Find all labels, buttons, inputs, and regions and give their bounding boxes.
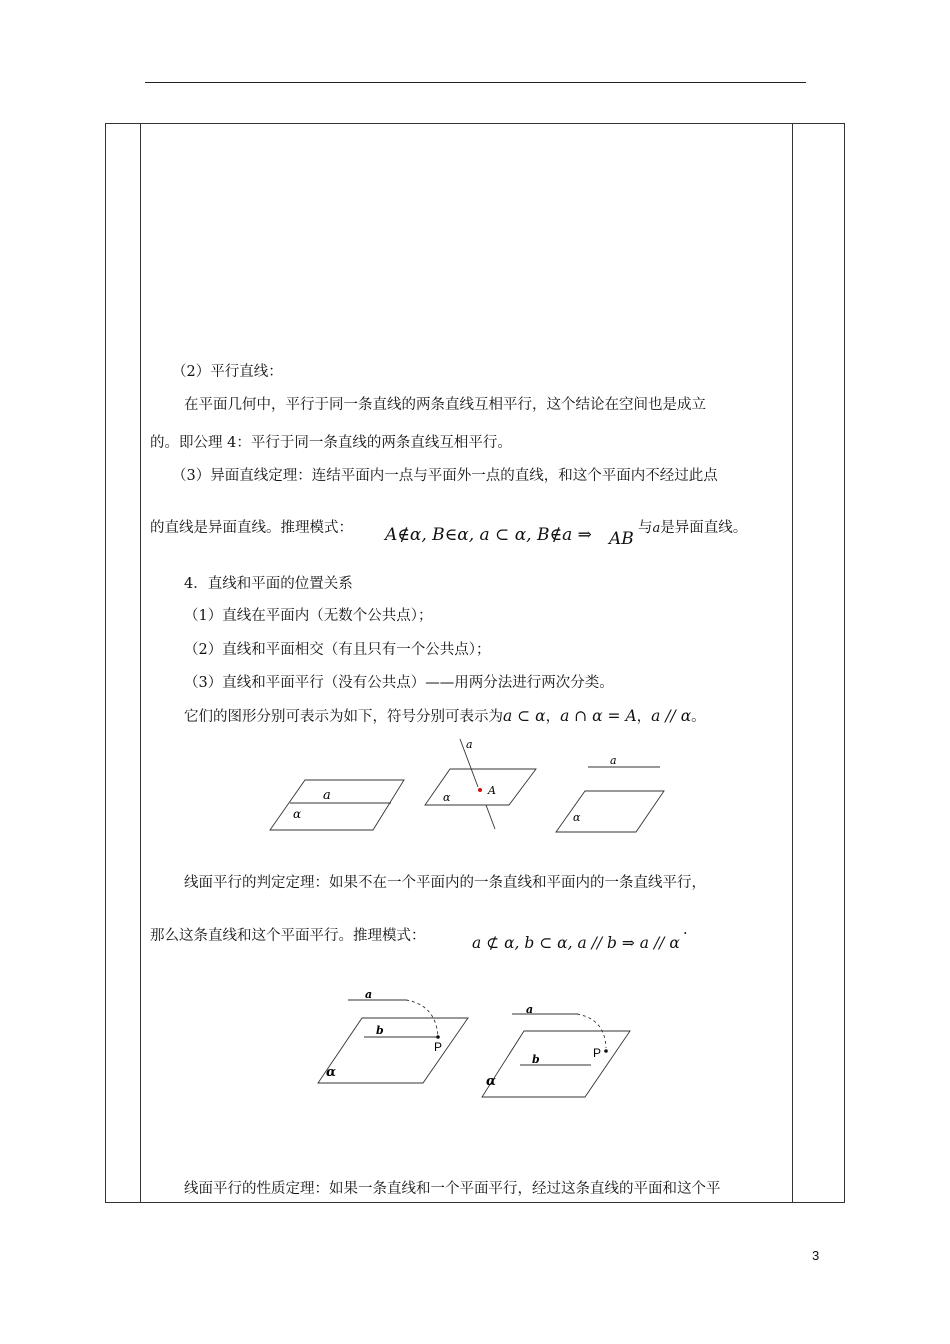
fig2-point-A-dot <box>478 788 482 792</box>
relation-line-parallel-plane: （3）直线和平面平行（没有公共点）——用两分法进行两次分类。 <box>184 675 614 691</box>
fig4-line-b-label: b <box>376 1024 384 1037</box>
fig2-plane-label: α <box>443 791 451 804</box>
line-plane-relation-figures <box>260 735 790 835</box>
fig1-plane-label: α <box>293 807 302 821</box>
fig5-point-label: P <box>593 1046 602 1060</box>
table-column-divider-left <box>140 123 141 1203</box>
theorem-line-plane-parallel-property: 线面平行的性质定理：如果一条直线和一个平面平行，经过这条直线的平面和这个平 <box>184 1181 721 1197</box>
parallel-criterion-figures <box>310 985 650 1095</box>
fig4-point-P-dot <box>436 1035 440 1039</box>
fig5-line-a-label: a <box>526 1003 534 1016</box>
paragraph-symbol-notation: 它们的图形分别可表示为如下，符号分别可表示为a ⊂ α，a ∩ α = A，a // α。 <box>184 707 706 725</box>
paragraph-criterion-reasoning: 那么这条直线和这个平面平行。推理模式： <box>150 928 426 944</box>
figure-line-parallel-plane <box>556 754 664 832</box>
relation-line-intersects-plane: （2）直线和平面相交（有且只有一个公共点）； <box>184 642 491 658</box>
paragraph-reasoning-pattern: 的直线是异面直线。推理模式： <box>150 520 353 536</box>
figure-criterion-right <box>482 1003 630 1097</box>
section-line-plane-relations: 4．直线和平面的位置关系 <box>184 576 353 592</box>
formula-end-dot: · <box>683 926 688 942</box>
figure-line-in-plane <box>270 780 404 830</box>
figure-criterion-left <box>318 988 468 1083</box>
figure-line-intersects-plane <box>425 738 536 829</box>
header-rule <box>145 82 806 83</box>
fig3-line-label: a <box>610 754 617 767</box>
theorem-line-plane-parallel-criterion: 线面平行的判定定理：如果不在一个平面内的一条直线和平面内的一条直线平行， <box>184 875 706 891</box>
table-column-divider-right <box>792 123 793 1203</box>
paragraph-plane-geometry: 在平面几何中，平行于同一条直线的两条直线互相平行，这个结论在空间也是成立 <box>184 397 706 413</box>
formula-skew-lines: A∉α, B∈α, a ⊂ α, B∉a ⇒ <box>385 525 592 545</box>
fig3-plane-label: α <box>573 811 581 824</box>
fig5-point-P-dot <box>604 1049 608 1053</box>
skew-conclusion: 与a是异面直线。 <box>638 520 748 536</box>
fig2-point-label: A <box>488 784 496 797</box>
fig4-plane-label: α <box>326 1065 337 1080</box>
fig2-line-label: a <box>466 738 473 751</box>
fig4-point-label: P <box>434 1040 443 1054</box>
formula-AB: AB <box>609 529 634 549</box>
page-number: 3 <box>812 1248 820 1263</box>
paragraph-axiom-4: 的。即公理 4：平行于同一条直线的两条直线互相平行。 <box>150 435 512 451</box>
fig5-line-b-label: b <box>532 1053 540 1066</box>
fig1-line-label: a <box>323 788 331 803</box>
section-parallel-lines-heading: （2）平行直线： <box>172 364 283 380</box>
formula-parallel-criterion: a ⊄ α, b ⊂ α, a // b ⇒ a // α <box>472 934 680 952</box>
relation-line-in-plane: （1）直线在平面内（无数个公共点）； <box>184 608 433 624</box>
fig5-plane-label: α <box>486 1074 497 1089</box>
section-skew-lines-theorem: （3）异面直线定理：连结平面内一点与平面外一点的直线，和这个平面内不经过此点 <box>172 468 718 484</box>
fig4-line-a-label: a <box>365 988 373 1001</box>
